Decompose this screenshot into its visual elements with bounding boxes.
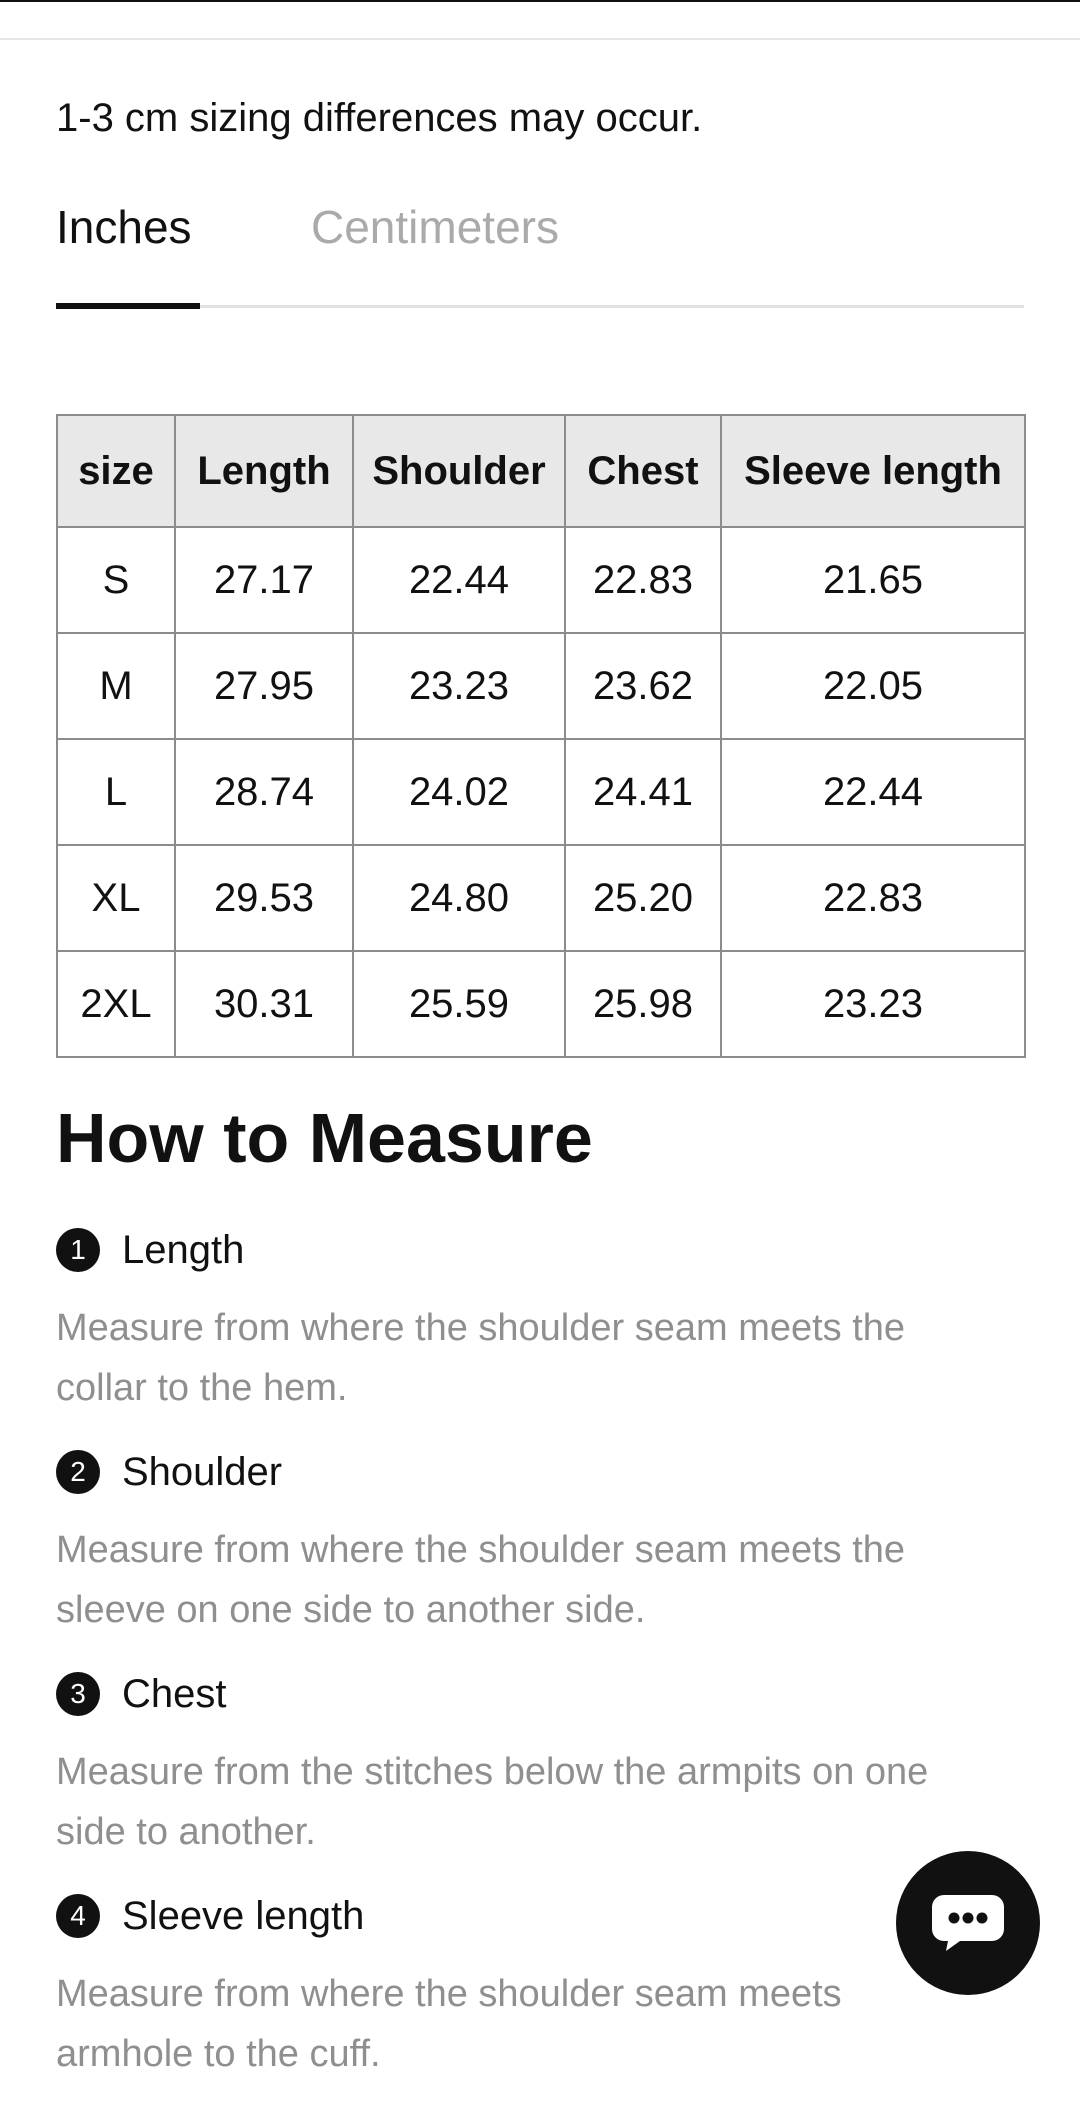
step-number-badge: 4 xyxy=(56,1894,100,1938)
table-row xyxy=(57,527,1025,633)
table-row xyxy=(57,951,1025,1057)
cell-sleeve-length: 21.65 xyxy=(721,527,1025,633)
step-description: Measure from where the shoulder seam meets the sleeve on one side to another side. xyxy=(56,1529,906,1631)
step-title: Shoulder xyxy=(122,1449,283,1494)
step-title: Sleeve length xyxy=(122,1893,365,1938)
tab-inches[interactable]: Inches xyxy=(56,201,192,253)
header-divider xyxy=(0,38,1080,40)
header-chest: Chest xyxy=(565,415,721,527)
cell-chest: 25.98 xyxy=(565,951,721,1057)
cell-shoulder: 24.02 xyxy=(353,739,565,845)
measure-step-chest xyxy=(56,1664,1024,1862)
how-to-measure-title: How to Measure xyxy=(56,1099,593,1177)
cell-chest: 22.83 xyxy=(565,527,721,633)
sizing-notice: 1-3 cm sizing differences may occur. xyxy=(56,96,703,140)
step-description: Measure from the stitches below the armpits on one side to another. xyxy=(56,1751,929,1853)
cell-shoulder: 25.59 xyxy=(353,951,565,1057)
cell-length: 27.95 xyxy=(175,633,353,739)
tab-divider xyxy=(56,305,1024,308)
cell-length: 27.17 xyxy=(175,527,353,633)
header-size: size xyxy=(57,415,175,527)
cell-size: M xyxy=(57,633,175,739)
cell-size: 2XL xyxy=(57,951,175,1057)
top-border xyxy=(0,0,1080,2)
cell-chest: 25.20 xyxy=(565,845,721,951)
cell-length: 29.53 xyxy=(175,845,353,951)
tab-centimeters[interactable]: Centimeters xyxy=(311,201,559,253)
table-header-row xyxy=(57,415,1025,527)
step-description: Measure from where the shoulder seam meets the collar to the hem. xyxy=(56,1307,906,1409)
unit-tabs xyxy=(56,200,1024,312)
cell-chest: 24.41 xyxy=(565,739,721,845)
size-chart-table xyxy=(56,414,1026,1058)
step-number-badge: 1 xyxy=(56,1228,100,1272)
chat-bubble-icon xyxy=(930,1893,1006,1953)
step-title: Length xyxy=(122,1227,245,1272)
cell-sleeve-length: 22.83 xyxy=(721,845,1025,951)
cell-sleeve-length: 22.44 xyxy=(721,739,1025,845)
step-number-badge: 2 xyxy=(56,1450,100,1494)
cell-shoulder: 23.23 xyxy=(353,633,565,739)
active-tab-indicator xyxy=(56,303,200,309)
header-length: Length xyxy=(175,415,353,527)
cell-size: L xyxy=(57,739,175,845)
measure-step-length xyxy=(56,1220,1024,1418)
cell-shoulder: 22.44 xyxy=(353,527,565,633)
cell-sleeve-length: 23.23 xyxy=(721,951,1025,1057)
header-shoulder: Shoulder xyxy=(353,415,565,527)
header-sleeve-length: Sleeve length xyxy=(721,415,1025,527)
measure-step-shoulder xyxy=(56,1442,1024,1640)
step-title: Chest xyxy=(122,1671,227,1716)
cell-sleeve-length: 22.05 xyxy=(721,633,1025,739)
table-row xyxy=(57,739,1025,845)
cell-length: 30.31 xyxy=(175,951,353,1057)
cell-size: XL xyxy=(57,845,175,951)
cell-length: 28.74 xyxy=(175,739,353,845)
measure-step-sleeve-length xyxy=(56,1886,1024,2084)
table-row xyxy=(57,845,1025,951)
cell-size: S xyxy=(57,527,175,633)
cell-chest: 23.62 xyxy=(565,633,721,739)
cell-shoulder: 24.80 xyxy=(353,845,565,951)
table-row xyxy=(57,633,1025,739)
step-description: Measure from where the shoulder seam meets armhole to the cuff. xyxy=(56,1973,842,2075)
step-number-badge: 3 xyxy=(56,1672,100,1716)
chat-button[interactable] xyxy=(896,1851,1040,1995)
